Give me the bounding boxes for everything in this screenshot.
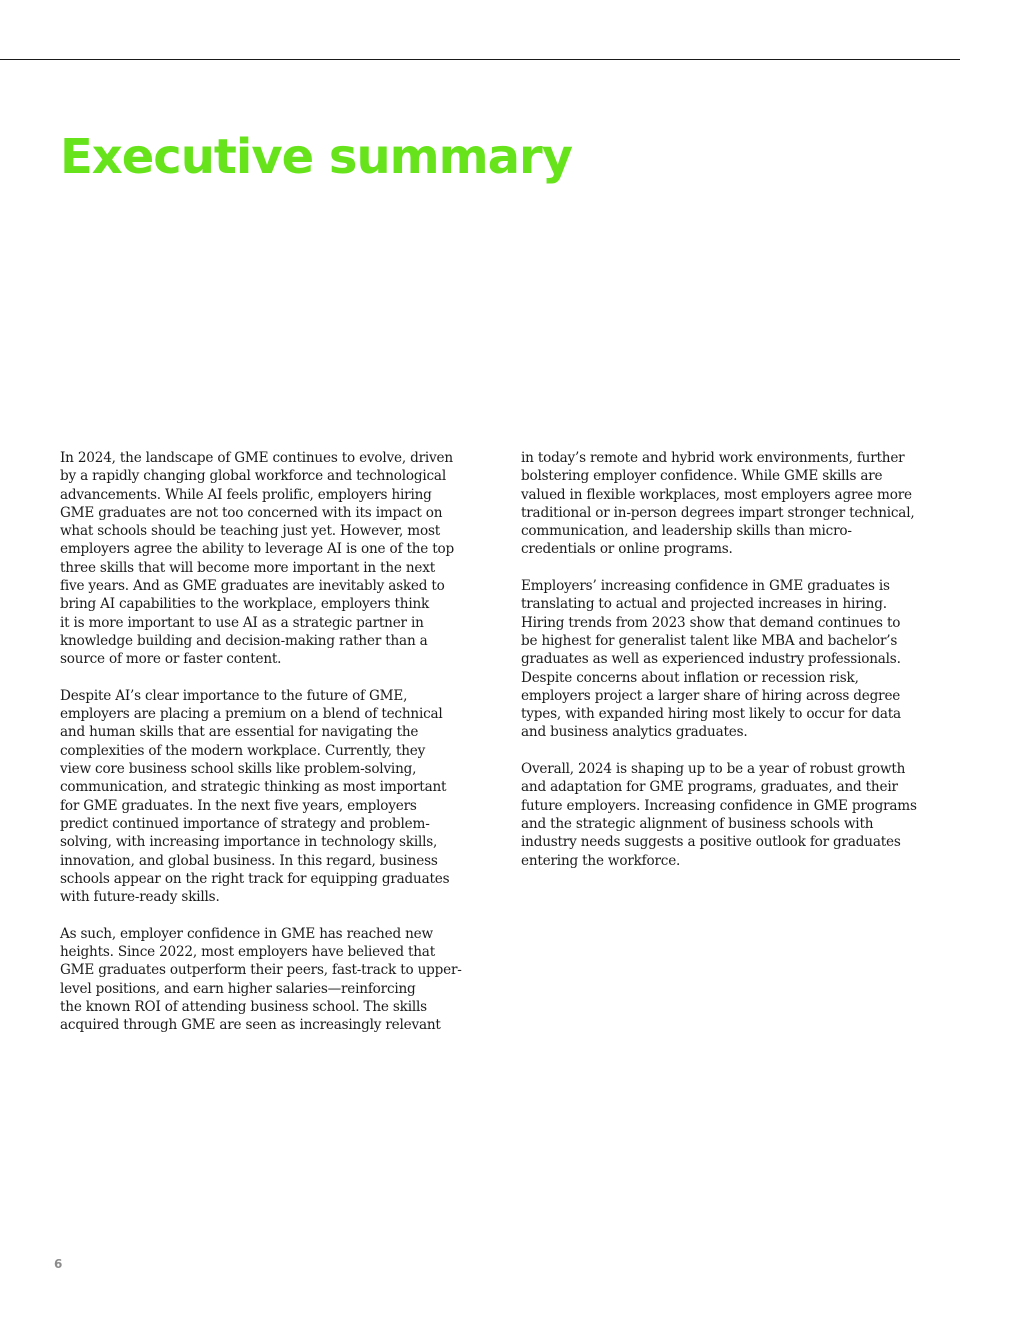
paragraph-confidence [60,925,500,1035]
paragraph-overall [521,760,961,870]
text-line: Overall, 2024 is shaping up to be a year of robust growth [521,761,906,778]
text-line: employers project a larger share of hiring across degree [521,687,901,704]
text-line: solving, with increasing importance in technology skills, [60,834,438,851]
text-line: with future-ready skills. [60,889,220,906]
text-line: employers agree the ability to leverage AI is one of the top [60,541,454,558]
text-line: advancements. While AI feels prolific, employers hiring [60,486,432,503]
text-line: entering the workforce. [521,852,681,869]
text-line: and human skills that are essential for navigating the [60,724,419,741]
text-line: GME graduates outperform their peers, fast-track to upper- [60,962,462,979]
paragraph-hiring [521,577,961,742]
text-line: and adaptation for GME programs, graduates, and their [521,779,898,796]
text-line: acquired through GME are seen as increasingly relevant [60,1017,441,1034]
text-line: graduates as well as experienced industry professionals. [521,651,901,668]
text-line: industry needs suggests a positive outlook for graduates [521,834,901,851]
paragraph-intro [60,449,500,669]
text-line: five years. And as GME graduates are inevitably asked to [60,578,445,595]
text-line: level positions, and earn higher salaries—reinforcing [60,980,416,997]
text-line: Employers’ increasing confidence in GME graduates is [521,578,890,595]
text-line: bolstering employer confidence. While GME skills are [521,468,883,485]
text-line: Hiring trends from 2023 show that demand continues to [521,614,901,631]
paragraph-remote-work [521,449,961,559]
text-line: Despite AI’s clear importance to the future of GME, [60,687,408,704]
text-line: for GME graduates. In the next five years, employers [60,797,417,814]
text-line: GME graduates are not too concerned with its impact on [60,504,443,521]
text-line: Despite concerns about inflation or recession risk, [521,669,859,686]
text-line: complexities of the modern workplace. Currently, they [60,742,426,759]
text-line: predict continued importance of strategy and problem- [60,815,430,832]
text-line: credentials or online programs. [521,541,733,558]
page-title: Executive summary [60,129,573,185]
text-line: communication, and leadership skills than micro- [521,523,852,540]
text-line: innovation, and global business. In this regard, business [60,852,438,869]
text-line: employers are placing a premium on a blend of technical [60,706,443,723]
text-line: As such, employer confidence in GME has reached new [60,925,433,942]
text-line: translating to actual and projected increases in hiring. [521,596,887,613]
text-line: the known ROI of attending business school. The skills [60,998,427,1015]
text-line: and the strategic alignment of business schools with [521,815,874,832]
text-line: bring AI capabilities to the workplace, employers think [60,596,430,613]
text-line: and business analytics graduates. [521,724,748,741]
text-line: In 2024, the landscape of GME continues to evolve, driven [60,450,453,466]
text-line: communication, and strategic thinking as most important [60,779,447,796]
text-line: knowledge building and decision-making rather than a [60,632,428,649]
text-line: source of more or faster content. [60,651,282,668]
paragraph-skills [60,687,500,907]
right-column [521,449,961,888]
page-number: 6 [54,1257,63,1271]
text-line: heights. Since 2022, most employers have believed that [60,944,435,961]
text-line: in today’s remote and hybrid work environments, further [521,450,905,466]
left-column [60,449,500,1053]
header-rule [0,59,960,60]
text-line: traditional or in-person degrees impart stronger technical, [521,504,915,521]
text-line: be highest for generalist talent like MBA and bachelor’s [521,632,898,649]
text-line: future employers. Increasing confidence in GME programs [521,797,917,814]
text-line: valued in flexible workplaces, most employers agree more [521,486,912,503]
text-line: types, with expanded hiring most likely to occur for data [521,706,901,723]
text-line: it is more important to use AI as a strategic partner in [60,614,424,631]
text-line: view core business school skills like problem-solving, [60,761,417,778]
text-line: what schools should be teaching just yet. However, most [60,523,441,540]
text-line: schools appear on the right track for equipping graduates [60,870,450,887]
text-line: three skills that will become more important in the next [60,559,435,576]
text-line: by a rapidly changing global workforce and technological [60,468,446,485]
